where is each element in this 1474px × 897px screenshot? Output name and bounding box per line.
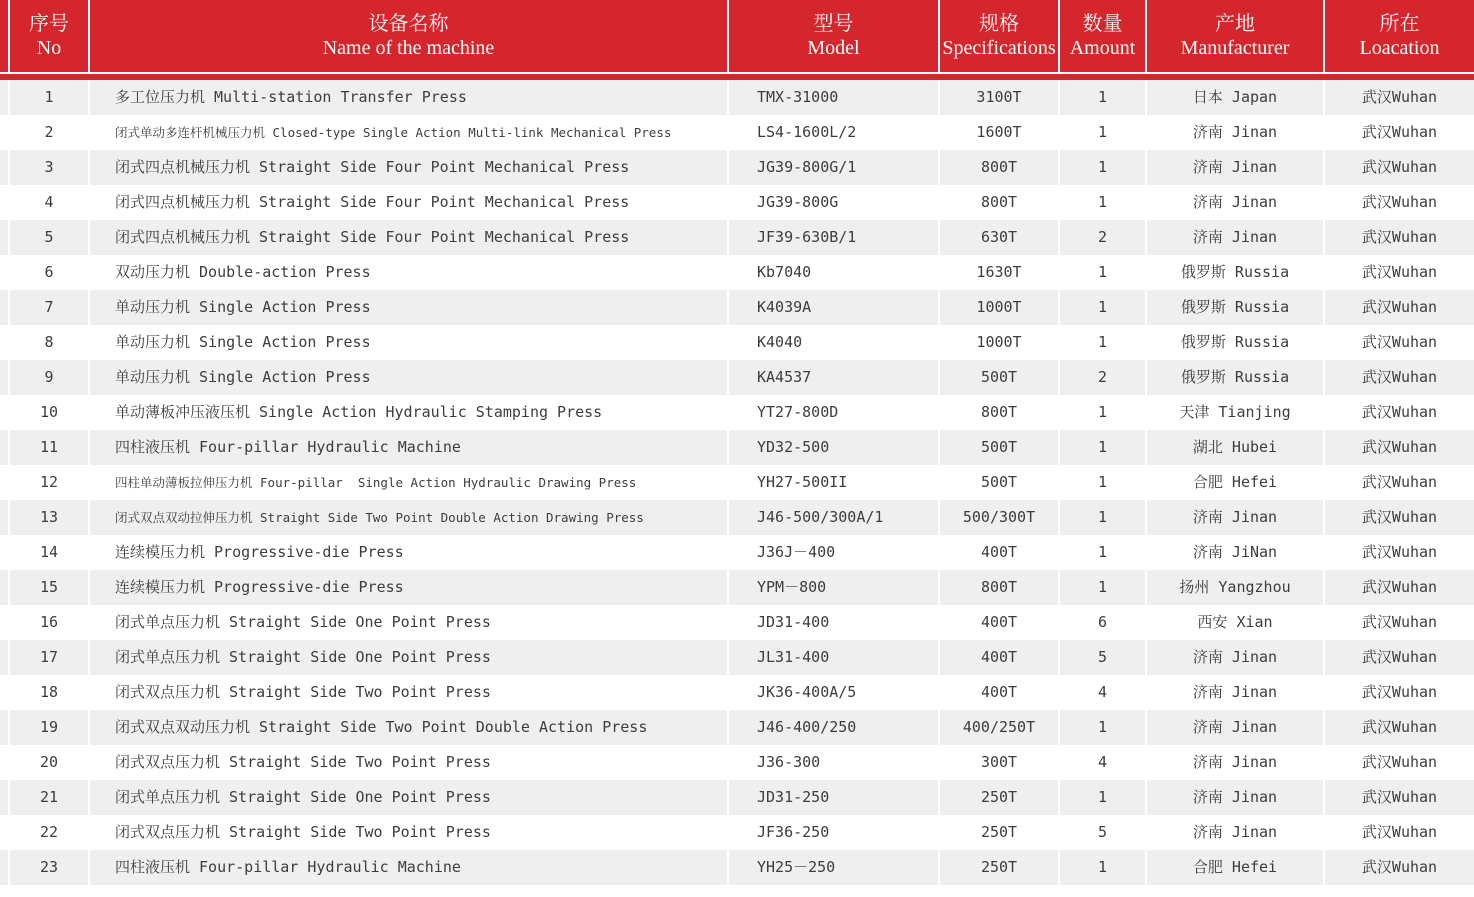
cell-amount: 1 [1058,290,1145,325]
col-header-location-en: Loacation [1359,37,1440,59]
cell-machine-name: 闭式四点机械压力机 Straight Side Four Point Mechanical Press [88,220,727,255]
cell-specifications: 1000T [938,325,1058,360]
col-header-no-zh: 序号 [29,13,69,35]
table-row [0,465,1474,500]
cell-manufacturer: 济南 JiNan [1145,535,1323,570]
cell-amount: 1 [1058,80,1145,115]
cell-specifications: 500/300T [938,500,1058,535]
cell-manufacturer: 俄罗斯 Russia [1145,325,1323,360]
cell-no: 23 [8,850,88,885]
cell-edge-sliver [0,115,8,150]
cell-amount: 1 [1058,465,1145,500]
cell-machine-name: 连续模压力机 Progressive-die Press [88,570,727,605]
cell-edge-sliver [0,255,8,290]
cell-edge-sliver [0,80,8,115]
cell-machine-name: 闭式双点压力机 Straight Side Two Point Press [88,675,727,710]
cell-amount: 1 [1058,185,1145,220]
cell-no: 19 [8,710,88,745]
cell-specifications: 300T [938,745,1058,780]
cell-specifications: 1000T [938,290,1058,325]
cell-location: 武汉Wuhan [1323,255,1474,290]
table-row [0,710,1474,745]
col-header-amount-en: Amount [1069,37,1136,59]
cell-manufacturer: 济南 Jinan [1145,675,1323,710]
cell-model: YPM－800 [727,570,938,605]
table-row [0,150,1474,185]
table-row [0,185,1474,220]
cell-model: JF39-630B/1 [727,220,938,255]
cell-no: 14 [8,535,88,570]
table-row [0,220,1474,255]
col-header-manufacturer-zh: 产地 [1215,13,1255,35]
cell-location: 武汉Wuhan [1323,850,1474,885]
cell-machine-name: 单动压力机 Single Action Press [88,290,727,325]
col-header-no-en: No [36,37,62,59]
cell-specifications: 250T [938,780,1058,815]
cell-no: 12 [8,465,88,500]
table-row [0,255,1474,290]
cell-edge-sliver [0,535,8,570]
cell-edge-sliver [0,675,8,710]
cell-model: YH25－250 [727,850,938,885]
cell-model: Kb7040 [727,255,938,290]
cell-model: JG39-800G/1 [727,150,938,185]
cell-specifications: 800T [938,185,1058,220]
cell-specifications: 400T [938,605,1058,640]
cell-no: 1 [8,80,88,115]
cell-location: 武汉Wuhan [1323,290,1474,325]
cell-model: YH27-500II [727,465,938,500]
col-header-location [1323,0,1474,72]
cell-amount: 2 [1058,220,1145,255]
cell-specifications: 3100T [938,80,1058,115]
cell-edge-sliver [0,465,8,500]
cell-model: YD32-500 [727,430,938,465]
header-edge-sliver [0,0,8,72]
cell-edge-sliver [0,850,8,885]
cell-machine-name: 闭式单点压力机 Straight Side One Point Press [88,605,727,640]
table-header [0,0,1474,80]
cell-location: 武汉Wuhan [1323,780,1474,815]
cell-amount: 2 [1058,360,1145,395]
cell-amount: 1 [1058,500,1145,535]
cell-manufacturer: 济南 Jinan [1145,500,1323,535]
table-header-row [0,0,1474,72]
cell-machine-name: 闭式双点双动拉伸压力机 Straight Side Two Point Double Action Drawing Press [88,500,727,535]
cell-edge-sliver [0,395,8,430]
col-header-name-zh: 设备名称 [368,13,449,35]
cell-no: 15 [8,570,88,605]
cell-no: 7 [8,290,88,325]
cell-edge-sliver [0,640,8,675]
cell-edge-sliver [0,220,8,255]
cell-machine-name: 四柱液压机 Four-pillar Hydraulic Machine [88,850,727,885]
cell-no: 6 [8,255,88,290]
cell-amount: 5 [1058,815,1145,850]
cell-specifications: 1630T [938,255,1058,290]
cell-machine-name: 闭式单点压力机 Straight Side One Point Press [88,780,727,815]
cell-location: 武汉Wuhan [1323,675,1474,710]
table-row [0,395,1474,430]
cell-no: 2 [8,115,88,150]
cell-no: 21 [8,780,88,815]
col-header-name-en: Name of the machine [322,37,495,59]
col-header-manufacturer [1145,0,1323,72]
col-header-specifications-zh: 规格 [979,13,1019,35]
col-header-amount-zh: 数量 [1082,13,1123,35]
cell-machine-name: 闭式四点机械压力机 Straight Side Four Point Mechanical Press [88,185,727,220]
table-row [0,640,1474,675]
cell-model: TMX-31000 [727,80,938,115]
table-row [0,115,1474,150]
cell-edge-sliver [0,500,8,535]
cell-machine-name: 四柱单动薄板拉伸压力机 Four-pillar Single Action Hydraulic Drawing Press [88,465,727,500]
cell-manufacturer: 合肥 Hefei [1145,850,1323,885]
cell-model: JD31-400 [727,605,938,640]
table-row [0,745,1474,780]
cell-amount: 1 [1058,850,1145,885]
cell-model: J36-300 [727,745,938,780]
cell-location: 武汉Wuhan [1323,80,1474,115]
cell-edge-sliver [0,710,8,745]
cell-location: 武汉Wuhan [1323,815,1474,850]
cell-model: YT27-800D [727,395,938,430]
cell-manufacturer: 西安 Xian [1145,605,1323,640]
cell-machine-name: 单动薄板冲压液压机 Single Action Hydraulic Stamping Press [88,395,727,430]
cell-edge-sliver [0,185,8,220]
cell-edge-sliver [0,570,8,605]
cell-model: JF36-250 [727,815,938,850]
cell-specifications: 800T [938,150,1058,185]
cell-manufacturer: 湖北 Hubei [1145,430,1323,465]
cell-location: 武汉Wuhan [1323,605,1474,640]
cell-amount: 4 [1058,745,1145,780]
cell-location: 武汉Wuhan [1323,710,1474,745]
cell-edge-sliver [0,780,8,815]
table-row [0,500,1474,535]
cell-machine-name: 闭式单点压力机 Straight Side One Point Press [88,640,727,675]
cell-manufacturer: 日本 Japan [1145,80,1323,115]
cell-manufacturer: 济南 Jinan [1145,115,1323,150]
cell-location: 武汉Wuhan [1323,395,1474,430]
table-row [0,325,1474,360]
col-header-name [88,0,727,72]
cell-no: 22 [8,815,88,850]
cell-specifications: 400T [938,535,1058,570]
table-body [0,80,1474,885]
cell-machine-name: 单动压力机 Single Action Press [88,360,727,395]
table-row [0,80,1474,115]
cell-manufacturer: 济南 Jinan [1145,710,1323,745]
cell-location: 武汉Wuhan [1323,220,1474,255]
cell-amount: 1 [1058,150,1145,185]
col-header-model-en: Model [807,37,860,59]
cell-specifications: 250T [938,850,1058,885]
cell-specifications: 250T [938,815,1058,850]
cell-machine-name: 连续模压力机 Progressive-die Press [88,535,727,570]
cell-manufacturer: 扬州 Yangzhou [1145,570,1323,605]
cell-location: 武汉Wuhan [1323,325,1474,360]
cell-specifications: 500T [938,360,1058,395]
cell-edge-sliver [0,430,8,465]
cell-amount: 1 [1058,115,1145,150]
cell-amount: 1 [1058,255,1145,290]
table-row [0,780,1474,815]
cell-amount: 4 [1058,675,1145,710]
cell-no: 10 [8,395,88,430]
col-header-manufacturer-en: Manufacturer [1180,37,1290,59]
col-header-location-zh: 所在 [1379,13,1420,35]
cell-no: 8 [8,325,88,360]
cell-amount: 1 [1058,430,1145,465]
cell-specifications: 1600T [938,115,1058,150]
cell-specifications: 500T [938,465,1058,500]
cell-model: J36J－400 [727,535,938,570]
cell-edge-sliver [0,815,8,850]
cell-location: 武汉Wuhan [1323,570,1474,605]
cell-location: 武汉Wuhan [1323,640,1474,675]
cell-amount: 6 [1058,605,1145,640]
cell-no: 16 [8,605,88,640]
cell-no: 11 [8,430,88,465]
cell-model: K4039A [727,290,938,325]
cell-manufacturer: 济南 Jinan [1145,815,1323,850]
cell-specifications: 400/250T [938,710,1058,745]
cell-specifications: 400T [938,640,1058,675]
cell-edge-sliver [0,150,8,185]
cell-location: 武汉Wuhan [1323,185,1474,220]
cell-machine-name: 闭式双点压力机 Straight Side Two Point Press [88,815,727,850]
cell-machine-name: 多工位压力机 Multi-station Transfer Press [88,80,727,115]
table-row [0,535,1474,570]
cell-edge-sliver [0,290,8,325]
cell-manufacturer: 天津 Tianjing [1145,395,1323,430]
cell-model: K4040 [727,325,938,360]
cell-location: 武汉Wuhan [1323,430,1474,465]
cell-amount: 1 [1058,570,1145,605]
cell-location: 武汉Wuhan [1323,115,1474,150]
cell-no: 20 [8,745,88,780]
cell-specifications: 800T [938,395,1058,430]
cell-no: 17 [8,640,88,675]
table-row [0,430,1474,465]
table-row [0,850,1474,885]
cell-manufacturer: 俄罗斯 Russia [1145,290,1323,325]
col-header-specifications-en: Specifications [942,37,1056,59]
table-row [0,570,1474,605]
cell-manufacturer: 济南 Jinan [1145,185,1323,220]
cell-no: 18 [8,675,88,710]
cell-location: 武汉Wuhan [1323,500,1474,535]
cell-specifications: 630T [938,220,1058,255]
cell-model: JK36-400A/5 [727,675,938,710]
cell-amount: 1 [1058,535,1145,570]
table-row [0,360,1474,395]
col-header-model-zh: 型号 [813,13,854,35]
cell-edge-sliver [0,605,8,640]
cell-amount: 1 [1058,325,1145,360]
cell-edge-sliver [0,360,8,395]
cell-specifications: 400T [938,675,1058,710]
cell-location: 武汉Wuhan [1323,465,1474,500]
table-row [0,290,1474,325]
cell-machine-name: 闭式双点双动压力机 Straight Side Two Point Double Action Press [88,710,727,745]
cell-manufacturer: 济南 Jinan [1145,640,1323,675]
cell-machine-name: 四柱液压机 Four-pillar Hydraulic Machine [88,430,727,465]
cell-model: KA4537 [727,360,938,395]
cell-machine-name: 单动压力机 Single Action Press [88,325,727,360]
cell-no: 4 [8,185,88,220]
cell-no: 13 [8,500,88,535]
cell-machine-name: 双动压力机 Double-action Press [88,255,727,290]
cell-specifications: 800T [938,570,1058,605]
col-header-specifications [938,0,1058,72]
cell-amount: 1 [1058,395,1145,430]
cell-manufacturer: 合肥 Hefei [1145,465,1323,500]
cell-amount: 5 [1058,640,1145,675]
cell-specifications: 500T [938,430,1058,465]
cell-manufacturer: 济南 Jinan [1145,220,1323,255]
cell-machine-name: 闭式双点压力机 Straight Side Two Point Press [88,745,727,780]
cell-amount: 1 [1058,780,1145,815]
cell-no: 9 [8,360,88,395]
table-row [0,675,1474,710]
cell-model: J46-500/300A/1 [727,500,938,535]
cell-machine-name: 闭式四点机械压力机 Straight Side Four Point Mechanical Press [88,150,727,185]
cell-edge-sliver [0,325,8,360]
cell-machine-name: 闭式单动多连杆机械压力机 Closed-type Single Action Multi-link Mechanical Press [88,115,727,150]
cell-no: 3 [8,150,88,185]
col-header-no [8,0,88,72]
cell-no: 5 [8,220,88,255]
cell-manufacturer: 俄罗斯 Russia [1145,255,1323,290]
col-header-amount [1058,0,1145,72]
cell-manufacturer: 俄罗斯 Russia [1145,360,1323,395]
table-row [0,605,1474,640]
cell-model: JL31-400 [727,640,938,675]
cell-location: 武汉Wuhan [1323,360,1474,395]
cell-edge-sliver [0,745,8,780]
cell-manufacturer: 济南 Jinan [1145,745,1323,780]
col-header-model [727,0,938,72]
cell-location: 武汉Wuhan [1323,535,1474,570]
cell-location: 武汉Wuhan [1323,150,1474,185]
cell-location: 武汉Wuhan [1323,745,1474,780]
cell-manufacturer: 济南 Jinan [1145,150,1323,185]
cell-manufacturer: 济南 Jinan [1145,780,1323,815]
cell-model: JG39-800G [727,185,938,220]
table-row [0,815,1474,850]
cell-model: LS4-1600L/2 [727,115,938,150]
cell-model: JD31-250 [727,780,938,815]
cell-amount: 1 [1058,710,1145,745]
cell-model: J46-400/250 [727,710,938,745]
